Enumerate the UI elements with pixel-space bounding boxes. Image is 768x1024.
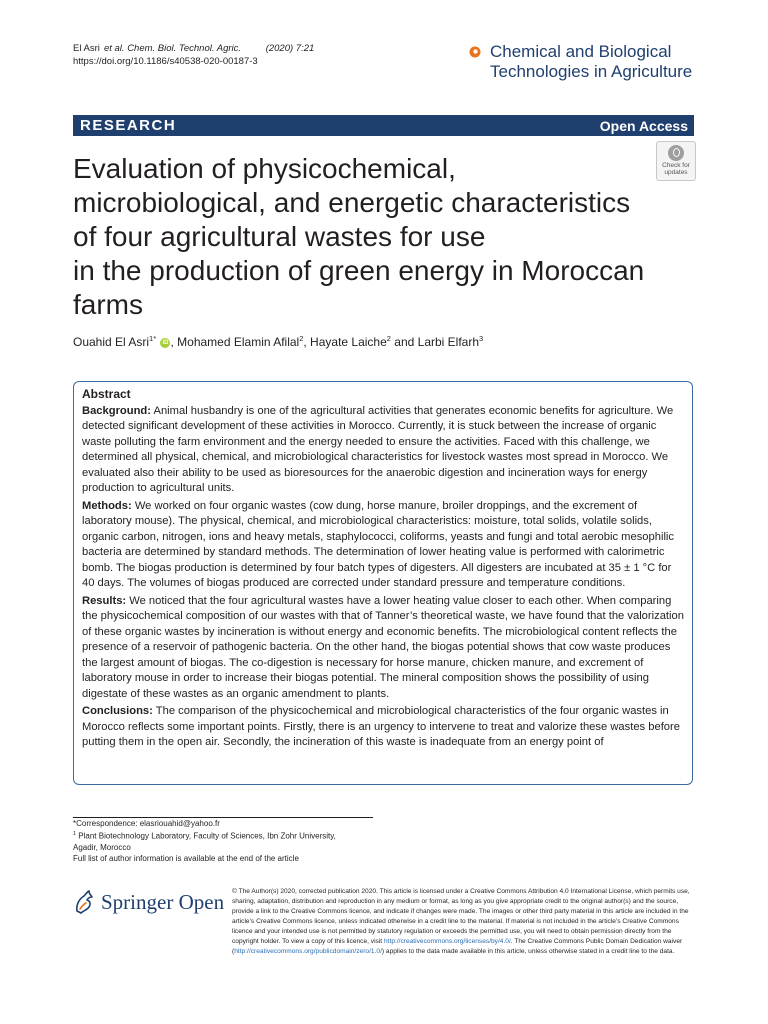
article-type-banner	[73, 115, 694, 136]
publisher-open: Open	[178, 890, 225, 914]
author-name[interactable]: , Mohamed Elamin Afilal	[170, 335, 300, 349]
methods-label: Methods:	[82, 499, 132, 512]
title-line: of four agricultural wastes for use	[73, 221, 486, 252]
doi-link[interactable]: https://doi.org/10.1186/s40538-020-00187-3	[73, 56, 258, 67]
author-list	[73, 331, 483, 350]
title-line: farms	[73, 289, 143, 320]
citation-header	[73, 42, 314, 68]
affiliation-mark: 1	[73, 831, 77, 837]
background-text: Animal husbandry is one of the agricultural activities that generates economic benefits for agriculture. We detected significant development of these activities in Morocco. Currently, it is stuck between the increase of organic waste polluting the farm environment and the energy needed to ensure the activities. Faced with this challenge, we determined all physical, chemical, and microbiological characteristics for livestock wastes most spread in Morocco. We evaluated also their ability to be used as bioresources for the anaerobic digestion and incineration ways for energy production to agricultural units.	[82, 404, 674, 494]
license-text-1: © The Author(s) 2020, corrected publication 2020. This article is licensed under a Creative Commons Attribution 4.0 International License, which permits use, sharing, adaptation, distribution and reproduction in any medium or format, as long as you give appropriate credit to the original author(s) and the source, provide a link to the Creative Commons licence, and indicate if changes were made. The images or other third party material in this article are included in the article’s Creative Commons licence, unless indicated otherwise in a credit line to the material. If material is not included in the article’s Creative Commons licence and your intended use is not permitted by statutory regulation or exceeds the permitted use, you will need to obtain permission directly from the copyright holder. To view a copy of this licence, visit	[232, 888, 690, 945]
article-type-label: RESEARCH	[80, 117, 177, 134]
author-affiliation-mark: 1*	[149, 334, 157, 343]
author-name[interactable]: Ouahid El Asri	[73, 335, 150, 349]
journal-name-line1: Chemical and Biological	[490, 42, 672, 61]
journal-name[interactable]	[470, 42, 692, 82]
open-access-badge: Open Access	[599, 118, 688, 134]
affiliation-text: Plant Biotechnology Laboratory, Faculty of Sciences, Ibn Zohr University,	[76, 831, 336, 841]
license-text-2: . The Creative Commons Public Domain Dedication waiver (	[232, 938, 683, 955]
results-label: Results:	[82, 594, 127, 607]
citation-et-al: et al.	[103, 43, 125, 54]
citation-year-volume: (2020) 7:21	[265, 43, 315, 54]
title-line: microbiological, and energetic characteristics	[73, 187, 631, 218]
journal-logo-icon	[469, 46, 481, 58]
license-statement	[232, 887, 694, 957]
license-text-3: ) applies to the data made available in this article, unless otherwise stated in a credit line to the data.	[381, 948, 675, 955]
affiliation-line	[73, 829, 336, 842]
abstract-box	[73, 381, 693, 785]
abstract-background	[82, 404, 685, 497]
abstract-conclusions	[82, 704, 685, 751]
publisher-springer: Springer	[101, 890, 174, 914]
conclusions-label: Conclusions:	[82, 705, 153, 717]
author-affiliation-mark: 3	[479, 334, 484, 343]
publisher-name	[101, 890, 224, 914]
citation-journal: Chem. Biol. Technol. Agric.	[127, 43, 242, 54]
author-name[interactable]: and Larbi Elfarh	[390, 335, 480, 349]
abstract-results	[82, 594, 685, 703]
license-link-cc-by[interactable]: http://creativecommons.org/licenses/by/4.0/	[383, 938, 511, 945]
abstract-methods	[82, 499, 685, 592]
conclusions-text: The comparison of the physicochemical and microbiological characteristics of the four organic wastes in Morocco reflects some important points. Firstly, there is an urgency to intervene to treat and valorize these wastes before putting them in the open air. Secondly, the incineration of this waste is inadequate from an energy point of	[82, 705, 680, 748]
orcid-icon[interactable]: iD	[162, 339, 169, 346]
springer-horse-icon	[73, 889, 95, 915]
methods-text: We worked on four organic wastes (cow dung, horse manure, broiler droppings, and the excrement of laboratory mouse). The physical, chemical, and microbiological characteristics: moisture, total solids, volatile solids, organic carbon, nitrogen, ions and heavy metals, staphylococci, coliforms, yeasts and fungi and total aerobic mesophilic bacteria are determined by standard methods. The determination of lower heating value is performed with calorimetric bomb. The biogas production is determined by four batch types of digesters. All digesters are incubated at 35 ± 1 °C for 40 days. The volumes of biogas produced are corrected under standard pressure and temperature conditions.	[82, 499, 675, 589]
author-name[interactable]: , Hayate Laiche	[303, 335, 387, 349]
abstract-heading: Abstract	[82, 387, 131, 401]
check-updates-icon	[668, 145, 684, 161]
footnotes	[73, 818, 336, 864]
author-info-note: Full list of author information is available at the end of the article	[73, 853, 299, 863]
title-line: in the production of green energy in Moroccan	[73, 255, 645, 286]
journal-name-line2: Technologies in Agriculture	[490, 62, 693, 81]
check-updates-label-1: Check for	[662, 162, 690, 169]
results-text: We noticed that the four agricultural wastes have a lower heating value closer to each other. When comparing the physicochemical composition of our wastes with that of Tanner’s theoretical waste, we have found that the valorization of these organic wastes by incineration is without energy and economic benefits. The microbiological content reflects the presence of a reservoir of pathogenic bacteria. On the other hand, the biogas potential shows that cow waste produces the largest amount of biogas. The co-digestion is necessary for horse manure, chicken manure, and excrement of laboratory mouse in order to increase their biogas potential. The mineral composition shows the possibility of using digestate of these wastes as an organic amendment to plants.	[82, 594, 684, 700]
license-link-cc0[interactable]: http://creativecommons.org/publicdomain/zero/1.0/	[234, 948, 382, 955]
author-affiliation-mark: 2	[386, 334, 391, 343]
citation-authors: El Asri	[73, 43, 100, 54]
title-line: Evaluation of physicochemical,	[73, 153, 456, 184]
article-title	[73, 152, 663, 322]
correspondence-email[interactable]: *Correspondence: elasriouahid@yahoo.fr	[73, 819, 220, 828]
affiliation-city: Agadir, Morocco	[73, 842, 131, 852]
background-label: Background:	[82, 404, 151, 417]
check-updates-label-2: updates	[664, 169, 688, 176]
author-affiliation-mark: 2	[299, 334, 304, 343]
